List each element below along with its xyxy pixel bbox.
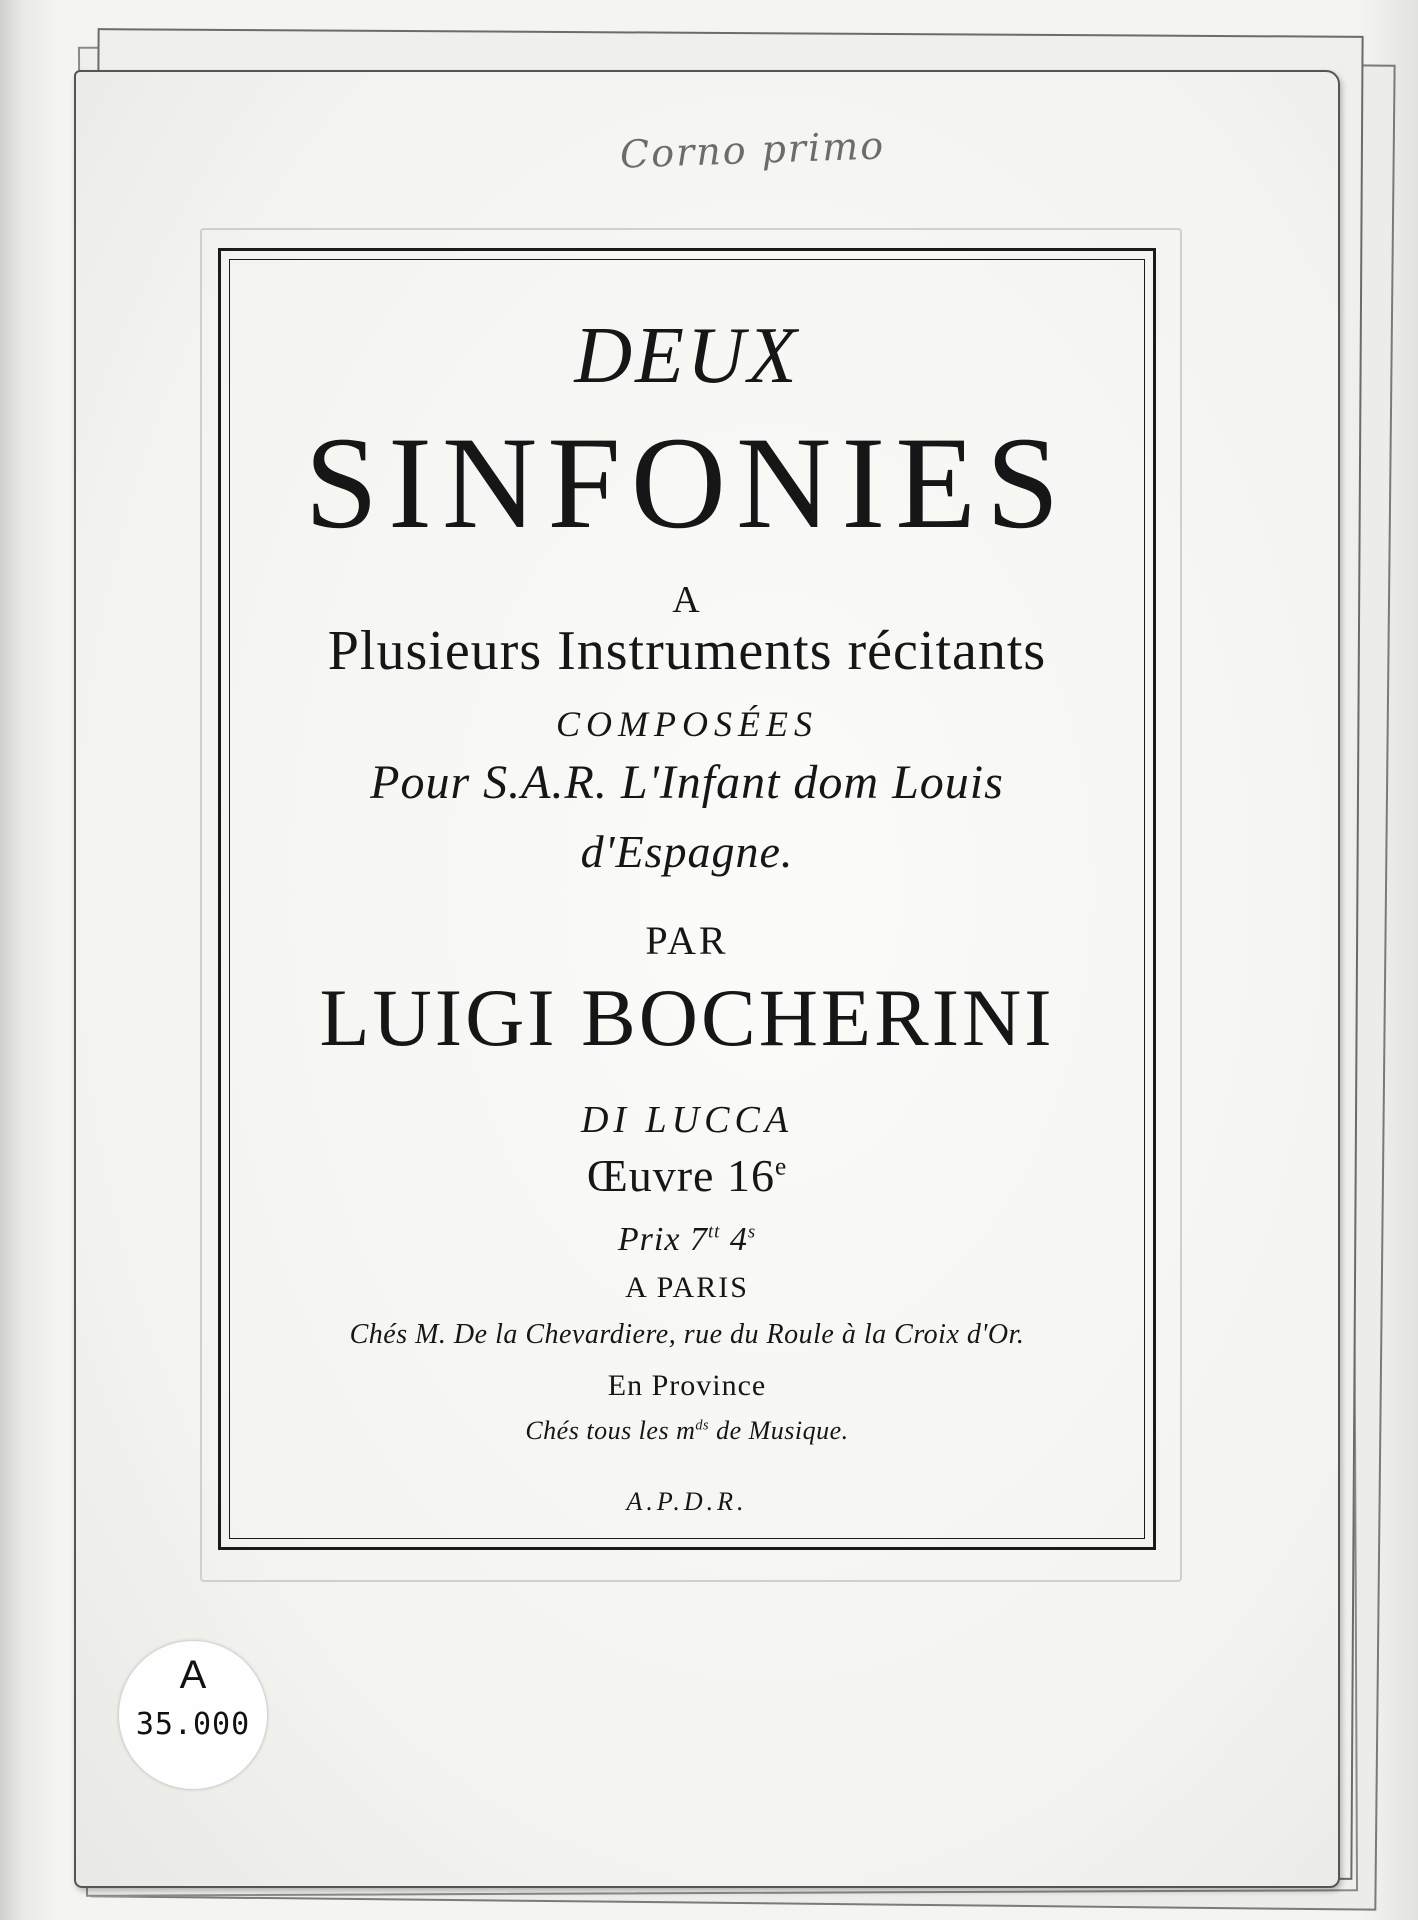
composer-name: LUIGI BOCHERINI <box>319 972 1055 1063</box>
title-line-deux: DEUX <box>574 312 800 400</box>
city-line: A PARIS <box>625 1271 749 1304</box>
price-line <box>221 1221 1153 1259</box>
dedication-line-espagne: d'Espagne. <box>580 826 794 877</box>
title-line-sinfonies: SINFONIES <box>304 409 1070 556</box>
dealers-superscript: ds <box>695 1417 710 1434</box>
publisher-line: Chés M. De la Chevardiere, rue du Roule à la Croix d'Or. <box>349 1319 1025 1350</box>
handwritten-annotation: Corno primo <box>619 123 886 177</box>
dealers-text-end: de Musique. <box>709 1416 849 1445</box>
privilege-line: A.P.D.R. <box>626 1487 748 1516</box>
library-shelfmark-stamp <box>118 1640 268 1790</box>
price-text-sols: 4 <box>720 1221 748 1258</box>
stamp-letter: A <box>179 1653 207 1697</box>
par-line: PAR <box>645 918 729 963</box>
composer-origin: DI LUCCA <box>580 1099 794 1141</box>
opus-text: Œuvre 16 <box>586 1150 775 1201</box>
title-line-a: A <box>672 579 702 621</box>
price-text: Prix 7 <box>617 1221 708 1258</box>
province-line: En Province <box>607 1369 767 1402</box>
price-superscript-livres: tt <box>707 1221 721 1243</box>
dedication-line: Pour S.A.R. L'Infant dom Louis <box>370 756 1004 809</box>
dealers-line <box>221 1416 1153 1446</box>
dealers-text: Chés tous les m <box>525 1416 696 1445</box>
price-superscript-sols: s <box>747 1221 757 1243</box>
title-frame <box>218 248 1156 1550</box>
opus-superscript: e <box>774 1152 788 1181</box>
stamp-number: 35.000 <box>135 1707 251 1742</box>
composees-line: COMPOSÉES <box>556 704 818 744</box>
opus-number <box>221 1149 1153 1202</box>
subtitle-instruments: Plusieurs Instruments récitants <box>327 620 1047 682</box>
